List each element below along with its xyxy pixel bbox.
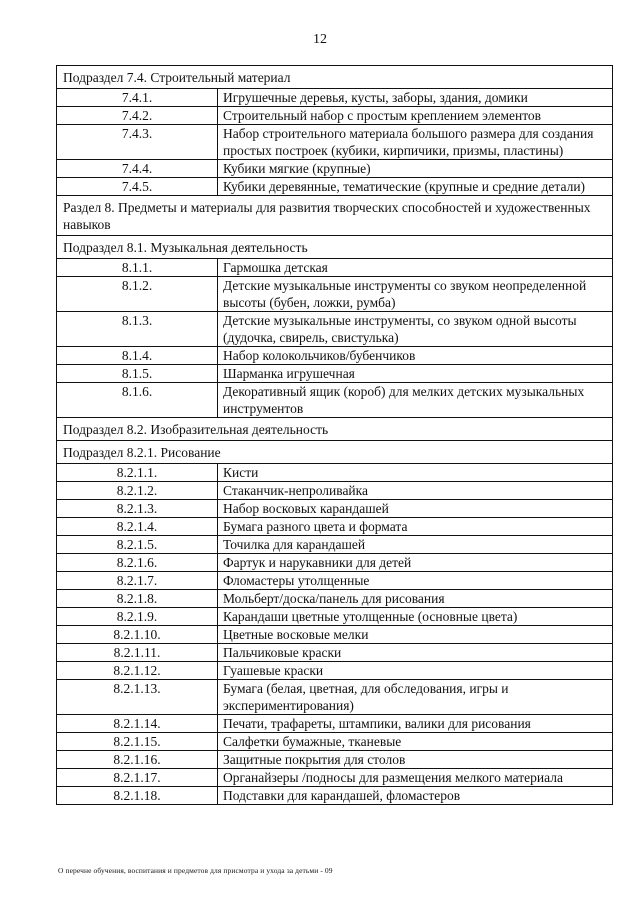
table-row xyxy=(57,160,613,178)
item-number: 8.2.1.6. xyxy=(57,554,218,572)
item-number: 8.1.6. xyxy=(57,383,218,418)
item-description: Карандаши цветные утолщенные (основные цвета) xyxy=(218,608,613,626)
item-number: 8.2.1.14. xyxy=(57,715,218,733)
item-description: Печати, трафареты, штампики, валики для рисования xyxy=(218,715,613,733)
item-number: 8.2.1.17. xyxy=(57,769,218,787)
item-description: Мольберт/доска/панель для рисования xyxy=(218,590,613,608)
item-number: 8.2.1.7. xyxy=(57,572,218,590)
table-row xyxy=(57,644,613,662)
item-number: 8.2.1.5. xyxy=(57,536,218,554)
page-footer: О перечне обучения, воспитания и предметов для присмотра и ухода за детьми - 09 xyxy=(58,866,333,875)
table-row xyxy=(57,107,613,125)
item-description: Детские музыкальные инструменты со звуком неопределенной высоты (бубен, ложки, румба) xyxy=(218,277,613,312)
table-row xyxy=(57,751,613,769)
item-number: 8.1.1. xyxy=(57,259,218,277)
section-header-text: Подраздел 8.2. Изобразительная деятельность xyxy=(57,418,613,441)
section-header-text: Подраздел 7.4. Строительный материал xyxy=(57,66,613,89)
item-number: 8.1.2. xyxy=(57,277,218,312)
table-row xyxy=(57,554,613,572)
item-description: Подставки для карандашей, фломастеров xyxy=(218,787,613,805)
inventory-table xyxy=(56,65,613,805)
item-number: 8.2.1.18. xyxy=(57,787,218,805)
item-description: Фартук и нарукавники для детей xyxy=(218,554,613,572)
table-row xyxy=(57,482,613,500)
item-number: 8.2.1.1. xyxy=(57,464,218,482)
table-row xyxy=(57,680,613,715)
item-description: Набор колокольчиков/бубенчиков xyxy=(218,347,613,365)
item-description: Гуашевые краски xyxy=(218,662,613,680)
section-header-row xyxy=(57,418,613,441)
item-description: Гармошка детская xyxy=(218,259,613,277)
item-number: 8.2.1.10. xyxy=(57,626,218,644)
item-description: Детские музыкальные инструменты, со звуком одной высоты (дудочка, свирель, свистулька) xyxy=(218,312,613,347)
item-number: 7.4.2. xyxy=(57,107,218,125)
table-row xyxy=(57,500,613,518)
table-row xyxy=(57,572,613,590)
item-description: Набор восковых карандашей xyxy=(218,500,613,518)
item-description: Кубики мягкие (крупные) xyxy=(218,160,613,178)
table-row xyxy=(57,312,613,347)
table-row xyxy=(57,787,613,805)
section-header-text: Раздел 8. Предметы и материалы для развития творческих способностей и художественных навыков xyxy=(57,196,613,236)
section-header-row xyxy=(57,236,613,259)
item-number: 8.2.1.16. xyxy=(57,751,218,769)
table-row xyxy=(57,518,613,536)
item-number: 8.2.1.9. xyxy=(57,608,218,626)
item-description: Фломастеры утолщенные xyxy=(218,572,613,590)
section-header-row xyxy=(57,196,613,236)
item-description: Кисти xyxy=(218,464,613,482)
item-number: 8.2.1.13. xyxy=(57,680,218,715)
table-row xyxy=(57,347,613,365)
item-number: 8.2.1.11. xyxy=(57,644,218,662)
table-row xyxy=(57,89,613,107)
item-number: 8.2.1.8. xyxy=(57,590,218,608)
item-description: Цветные восковые мелки xyxy=(218,626,613,644)
table-row xyxy=(57,259,613,277)
section-header-text: Подраздел 8.2.1. Рисование xyxy=(57,441,613,464)
item-description: Бумага (белая, цветная, для обследования, игры и экспериментирования) xyxy=(218,680,613,715)
item-description: Салфетки бумажные, тканевые xyxy=(218,733,613,751)
item-description: Пальчиковые краски xyxy=(218,644,613,662)
item-description: Бумага разного цвета и формата xyxy=(218,518,613,536)
item-description: Декоративный ящик (короб) для мелких детских музыкальных инструментов xyxy=(218,383,613,418)
item-description: Защитные покрытия для столов xyxy=(218,751,613,769)
item-number: 7.4.1. xyxy=(57,89,218,107)
item-number: 8.2.1.12. xyxy=(57,662,218,680)
table-row xyxy=(57,769,613,787)
section-header-text: Подраздел 8.1. Музыкальная деятельность xyxy=(57,236,613,259)
item-number: 7.4.3. xyxy=(57,125,218,160)
item-number: 7.4.5. xyxy=(57,178,218,196)
page-number: 12 xyxy=(313,32,327,47)
item-description: Набор строительного материала большого размера для создания простых построек (кубики, кирпичики, призмы, пластины) xyxy=(218,125,613,160)
item-description: Точилка для карандашей xyxy=(218,536,613,554)
table-row xyxy=(57,626,613,644)
table-row xyxy=(57,383,613,418)
item-number: 8.1.4. xyxy=(57,347,218,365)
item-description: Шарманка игрушечная xyxy=(218,365,613,383)
table-row xyxy=(57,365,613,383)
item-number: 7.4.4. xyxy=(57,160,218,178)
item-number: 8.2.1.15. xyxy=(57,733,218,751)
item-description: Кубики деревянные, тематические (крупные и средние детали) xyxy=(218,178,613,196)
item-number: 8.1.3. xyxy=(57,312,218,347)
section-header-row xyxy=(57,441,613,464)
table-row xyxy=(57,662,613,680)
section-header-row xyxy=(57,66,613,89)
item-description: Игрушечные деревья, кусты, заборы, здания, домики xyxy=(218,89,613,107)
item-number: 8.2.1.2. xyxy=(57,482,218,500)
item-description: Стаканчик-непроливайка xyxy=(218,482,613,500)
item-number: 8.2.1.4. xyxy=(57,518,218,536)
table-row xyxy=(57,536,613,554)
table-row xyxy=(57,715,613,733)
table-body xyxy=(57,66,613,805)
table-row xyxy=(57,464,613,482)
table-row xyxy=(57,178,613,196)
item-number: 8.2.1.3. xyxy=(57,500,218,518)
table-row xyxy=(57,733,613,751)
item-number: 8.1.5. xyxy=(57,365,218,383)
table-row xyxy=(57,590,613,608)
table-row xyxy=(57,277,613,312)
table-row xyxy=(57,125,613,160)
item-description: Органайзеры /подносы для размещения мелкого материала xyxy=(218,769,613,787)
table-row xyxy=(57,608,613,626)
item-description: Строительный набор с простым креплением элементов xyxy=(218,107,613,125)
